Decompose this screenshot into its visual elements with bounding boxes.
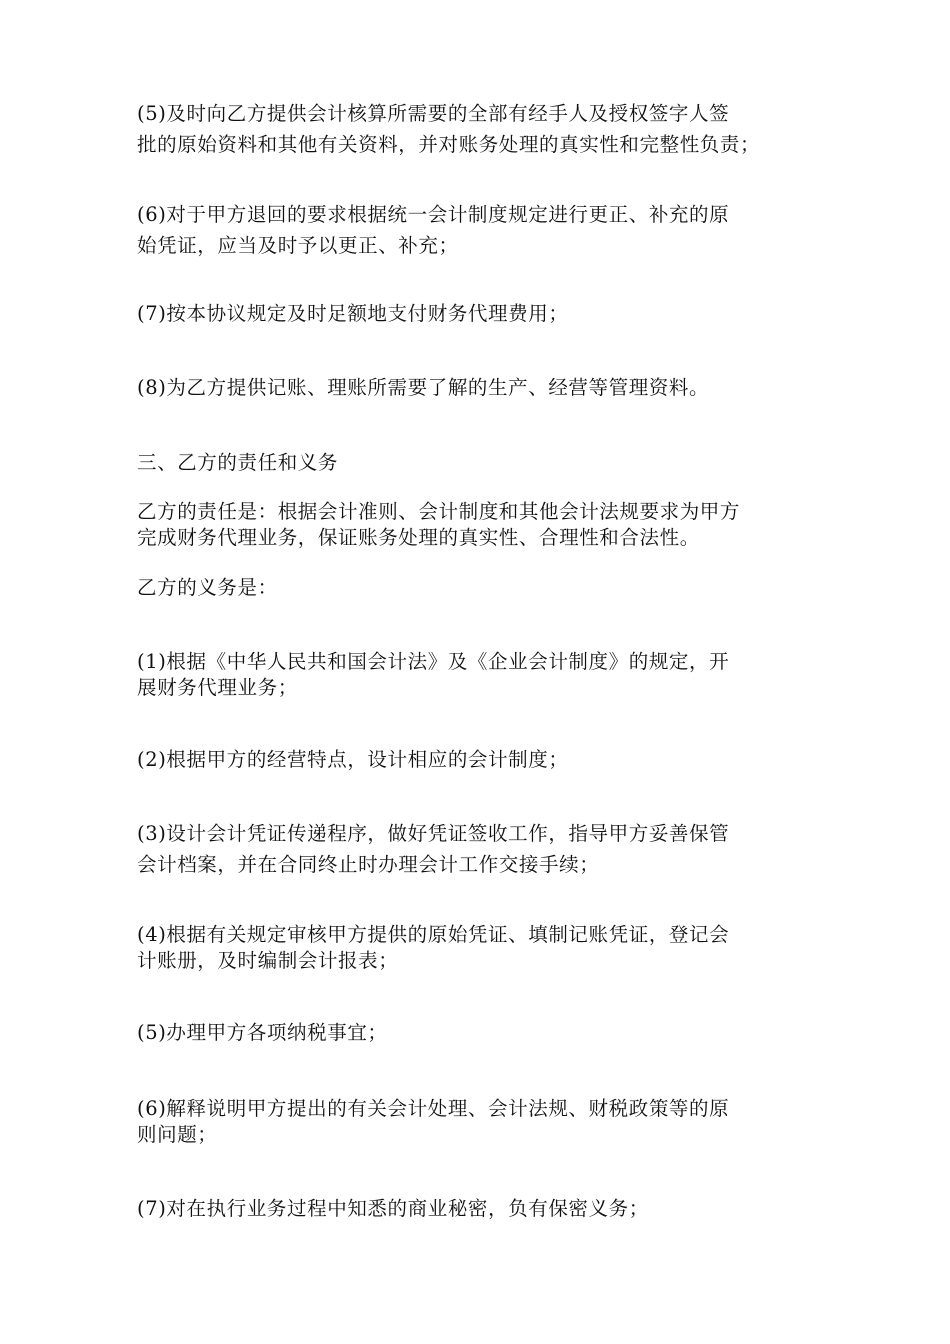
section-three-heading: 三、乙方的责任和义务 (137, 451, 339, 474)
paragraph-b7: (7)对在执行业务过程中知悉的商业秘密，负有保密义务； (137, 1197, 649, 1220)
paragraph-a6-line-1: (6)对于甲方退回的要求根据统一会计制度规定进行更正、补充的原 (137, 203, 730, 226)
paragraph-b1-line-2: 展财务代理业务； (137, 676, 298, 699)
paragraph-b4-line-1: (4)根据有关规定审核甲方提供的原始凭证、填制记账凭证，登记会 (137, 923, 730, 946)
paragraph-a7: (7)按本协议规定及时足额地支付财务代理费用； (137, 302, 569, 325)
paragraph-b2: (2)根据甲方的经营特点，设计相应的会计制度； (137, 748, 569, 771)
paragraph-b4-line-2: 计账册，及时编制会计报表； (137, 949, 399, 972)
paragraph-b3-line-1: (3)设计会计凭证传递程序，做好凭证签收工作，指导甲方妥善保管 (137, 822, 730, 845)
obligations-intro: 乙方的义务是： (137, 576, 278, 599)
paragraph-b5: (5)办理甲方各项纳税事宜； (137, 1021, 388, 1044)
paragraph-a6-line-2: 始凭证，应当及时予以更正、补充； (137, 234, 459, 257)
paragraph-a8: (8)为乙方提供记账、理账所需要了解的生产、经营等管理资料。 (137, 376, 710, 399)
paragraph-b1-line-1: (1)根据《中华人民共和国会计法》及《企业会计制度》的规定，开 (137, 650, 730, 673)
paragraph-a5-line-1: (5)及时向乙方提供会计核算所需要的全部有经手人及授权签字人签 (137, 102, 730, 125)
paragraph-b6-line-1: (6)解释说明甲方提出的有关会计处理、会计法规、财税政策等的原 (137, 1097, 730, 1120)
paragraph-b3-line-2: 会计档案，并在合同终止时办理会计工作交接手续； (137, 853, 600, 876)
paragraph-a5-line-2: 批的原始资料和其他有关资料，并对账务处理的真实性和完整性负责； (137, 133, 761, 156)
paragraph-b6-line-2: 则问题； (137, 1123, 218, 1146)
responsibility-line-2: 完成财务代理业务，保证账务处理的真实性、合理性和合法性。 (137, 526, 700, 549)
responsibility-line-1: 乙方的责任是：根据会计准则、会计制度和其他会计法规要求为甲方 (137, 500, 741, 523)
